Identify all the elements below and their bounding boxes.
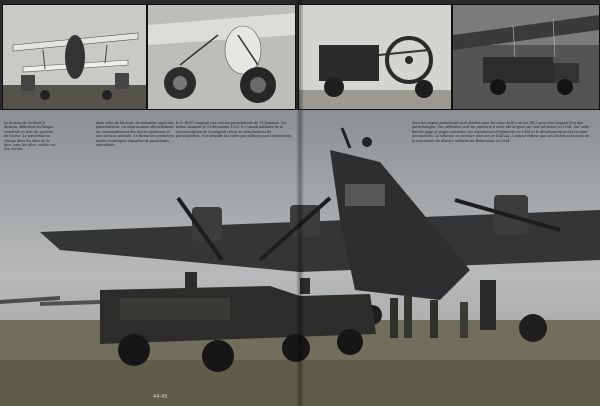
photo-truck	[452, 4, 600, 110]
left-caption: Le bureau de Gr-Brod à Moscou. Bâtiment technique construit en bois du quartier de l'usine. Le parachute se charge dans les ailes de la face, sous les ailes, visible sur ces clichés.	[4, 121, 56, 152]
right-caption: Tous les engins parachutés sont plantés avec les ailes du R-5 ou les TB-3 pour être largués lors des parachutages. Ces véhicules sont les premiers à avoir été largués par voie aérienne en 1934. Sur cette double page et pages suivantes, les manœuvres d'infanterie de 1934 et le développement des troupes aéroportées. Le véhicule en premier plan est un GAZ-AA. L'auteur estime que ces clichés sont issus de la manœuvre du district militaire de Biélorussie en 1934.	[412, 121, 590, 143]
left-body-col2: le 3ᵉ BON comptait une section parachutiste de 76 hommes. Au même moment le 31 décembre 1932, le Conseil militaire de la circonscription de Leningrad créait un détachement de parachutistes. Une brigade fut créée par ailleurs pour l'instruction.	[176, 121, 293, 139]
landing-gear-image	[148, 5, 295, 109]
page-gutter	[296, 0, 304, 406]
page-folio: 44-45	[153, 394, 168, 400]
photo-gear	[147, 4, 296, 110]
photo-vehicle-wheels	[298, 4, 452, 110]
left-body-col1: dans celui de Moscou. Ils menaient aussi des parachutistes, on avait nommé officiellement un commandement des forces aériennes et une section spéciale. Ce furent les premières unités soviétiques équipées de parachutes spécialisés.	[96, 121, 174, 148]
photo-biplane	[2, 4, 147, 110]
biplane-image	[3, 5, 146, 109]
vehicle-image	[299, 5, 451, 109]
truck-image	[453, 5, 599, 109]
